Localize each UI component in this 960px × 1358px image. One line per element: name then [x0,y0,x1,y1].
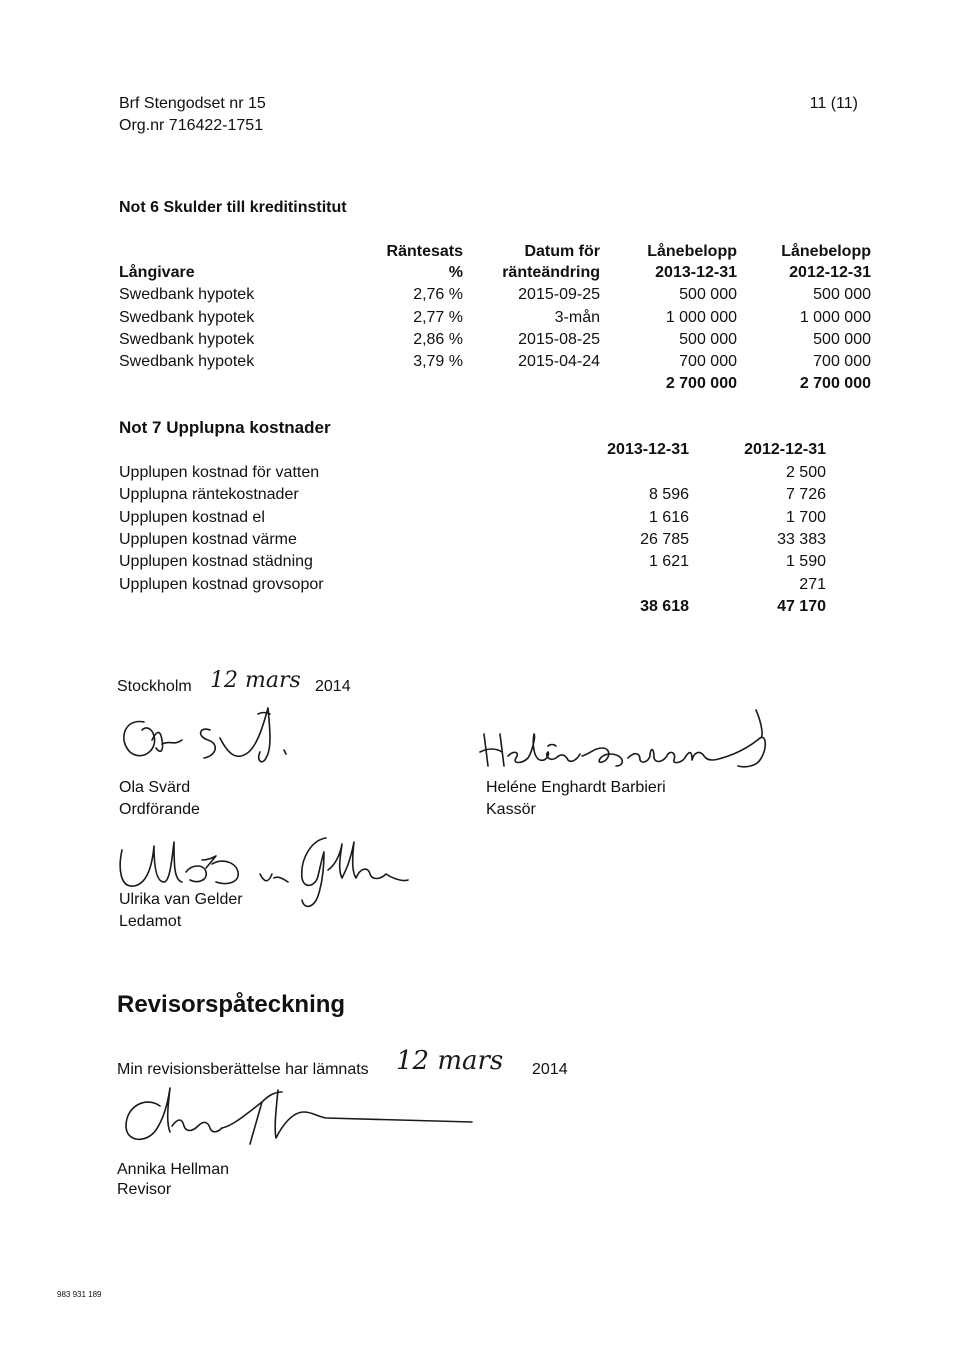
signature-ola-svard [112,700,342,780]
note6-row-loan2012: 500 000 [813,286,871,303]
note7-row-2012: 271 [799,576,826,593]
note7-total-2013: 38 618 [640,598,689,615]
note7-row-label: Upplupen kostnad städning [119,553,313,570]
note6-header-loan2013-1: Lånebelopp [647,243,737,260]
note6-row-date: 2015-04-24 [518,353,600,370]
note6-row-date: 3-mån [554,309,600,326]
note7-row-2012: 33 383 [777,531,826,548]
note6-header-date-1: Datum för [524,243,600,260]
note6-row-date: 2015-08-25 [518,331,600,348]
signature-helene-enghardt-barbieri [478,708,778,778]
note6-header-loan2012-1: Lånebelopp [781,243,871,260]
auditor-role: Revisor [117,1181,172,1198]
note6-row-loan2013: 500 000 [679,331,737,348]
audit-date-handwritten: 12 mars [396,1046,504,1076]
signing-year: 2014 [315,678,351,695]
note6-row-loan2013: 500 000 [679,286,737,303]
signatory-name: Ola Svärd [119,779,191,796]
note6-header-loan2012-2: 2012-12-31 [789,264,871,281]
signatory-role: Ordförande [119,801,200,818]
signatory-role: Ledamot [119,913,182,930]
note7-title: Not 7 Upplupna kostnader [119,418,331,437]
note7-row-2013: 1 616 [648,509,689,526]
note6-row-loan2013: 700 000 [679,353,737,370]
note6-row-lender: Swedbank hypotek [119,286,255,303]
note7-row-label: Upplupen kostnad för vatten [119,464,320,481]
note6-row-lender: Swedbank hypotek [119,331,255,348]
note6-total-2012: 2 700 000 [799,375,871,392]
note7-row-label: Upplupen kostnad värme [119,531,297,548]
note6-header-date-2: ränteändring [502,264,600,281]
audit-title: Revisorspåteckning [117,991,346,1018]
note6-header-lender: Långivare [119,264,195,281]
org-number: Org.nr 716422-1751 [119,117,264,134]
note7-row-label: Upplupen kostnad grovsopor [119,576,324,593]
note7-total-2012: 47 170 [777,598,826,615]
note7-row-label: Upplupen kostnad el [119,509,265,526]
association-name: Brf Stengodset nr 15 [119,95,266,112]
signing-place: Stockholm [117,678,192,695]
note7-row-2012: 1 590 [785,553,826,570]
note6-row-rate: 2,86 % [413,331,463,348]
note6-row-loan2012: 700 000 [813,353,871,370]
note6-header-rate-2: % [448,264,463,281]
note6-row-lender: Swedbank hypotek [119,353,255,370]
note6-row-lender: Swedbank hypotek [119,309,255,326]
note6-header-loan2013-2: 2013-12-31 [655,264,737,281]
note6-row-rate: 3,79 % [413,353,463,370]
note7-row-2012: 1 700 [785,509,826,526]
note6-row-rate: 2,76 % [413,286,463,303]
note7-row-2013: 1 621 [648,553,689,570]
signing-date-handwritten: 12 mars [210,668,301,693]
note7-row-2013: 26 785 [640,531,689,548]
audit-statement: Min revisionsberättelse har lämnats [117,1061,369,1078]
signatory-role: Kassör [486,801,536,818]
auditor-name: Annika Hellman [117,1161,230,1178]
note6-total-2013: 2 700 000 [665,375,737,392]
note7-row-label: Upplupna räntekostnader [119,486,299,503]
footer-code: 983 931 189 [57,1290,102,1299]
audit-year: 2014 [532,1061,568,1078]
note6-row-date: 2015-09-25 [518,286,600,303]
note6-row-loan2013: 1 000 000 [665,309,737,326]
note6-header-rate-1: Räntesats [386,243,463,260]
signature-annika-hellman [112,1082,482,1152]
note6-title: Not 6 Skulder till kreditinstitut [119,199,347,216]
note7-row-2013: 8 596 [648,486,689,503]
note7-header-2012: 2012-12-31 [744,441,826,458]
note6-row-loan2012: 500 000 [813,331,871,348]
note6-row-rate: 2,77 % [413,309,463,326]
note7-row-2012: 2 500 [785,464,826,481]
page-number: 11 (11) [809,95,858,112]
note6-row-loan2012: 1 000 000 [799,309,871,326]
note7-header-2013: 2013-12-31 [607,441,689,458]
signatory-name: Heléne Enghardt Barbieri [486,779,666,796]
note7-row-2012: 7 726 [785,486,826,503]
signatory-name: Ulrika van Gelder [119,891,243,908]
